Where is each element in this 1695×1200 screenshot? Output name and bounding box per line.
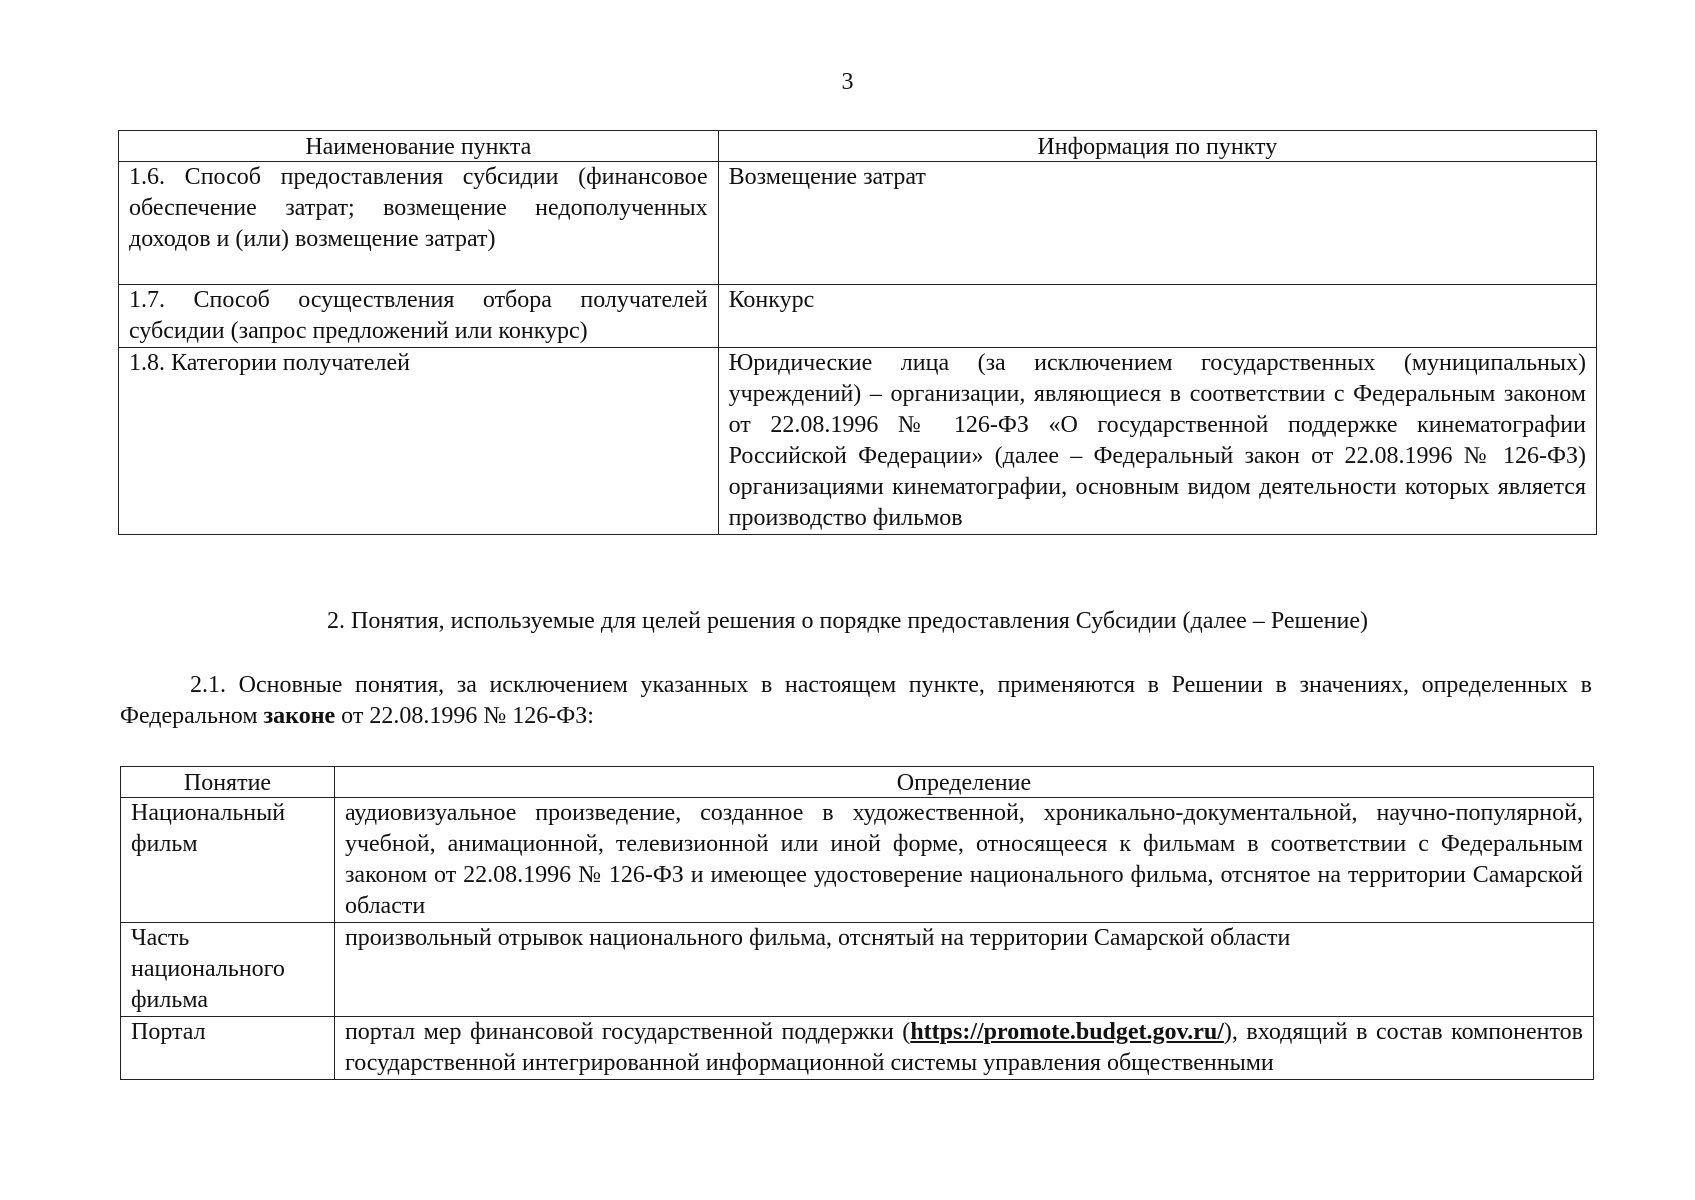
- column-header-item-name: Наименование пункта: [119, 131, 719, 162]
- table-row: [119, 285, 1597, 348]
- definition-text: портал мер финансовой государственной поддержки (: [344, 1019, 911, 1045]
- item-name-cell: 1.7. Способ осуществления отбора получателей субсидии (запрос предложений или конкурс): [119, 285, 719, 348]
- paragraph-text: 2.1. Основные понятия, за исключением указанных в настоящем пункте, применяются в Решении в значениях, определенных в Федеральном: [120, 672, 1592, 729]
- table-row: [121, 798, 1594, 923]
- item-name-cell: 1.6. Способ предоставления субсидии (финансовое обеспечение затрат; возмещение недополученных доходов и (или) возмещение затрат): [119, 162, 719, 285]
- table-header-row: [121, 767, 1594, 798]
- table-row: [119, 162, 1597, 285]
- subsidy-info-table: [118, 130, 1597, 535]
- definition-cell: [334, 1017, 1593, 1080]
- section-title: 2. Понятия, используемые для целей решения о порядке предоставления Субсидии (далее – Решение): [327, 608, 1368, 634]
- column-header-item-info: Информация по пункту: [718, 131, 1596, 162]
- definition-cell: аудиовизуальное произведение, созданное в художественной, хроникально-документальной, научно-популярной, учебной, анимационной, телевизионной или иной форме, относящееся к фильмам в соответствии с Федеральным законом от 22.08.1996 № 126-ФЗ и имеющее удостоверение национального фильма, отснятое на территории Самарской области: [334, 798, 1593, 923]
- term-cell: Часть национального фильма: [121, 923, 335, 1017]
- column-header-term: Понятие: [121, 767, 335, 798]
- definitions-table: [120, 766, 1594, 1080]
- term-cell: Национальный фильм: [121, 798, 335, 923]
- portal-link[interactable]: https://promote.budget.gov.ru/: [910, 1019, 1224, 1045]
- table-header-row: [119, 131, 1597, 162]
- item-info-cell: Возмещение затрат: [718, 162, 1596, 285]
- page-number: 3: [841, 69, 854, 95]
- paragraph-bold-text: законе: [263, 703, 336, 729]
- item-info-cell: Юридические лица (за исключением государственных (муниципальных) учреждений) – организации, являющиеся в соответствии с Федеральным законом от 22.08.1996 № 126-ФЗ «О государственной поддержке кинематографии Российской Федерации» (далее – Федеральный закон от 22.08.1996 № 126-ФЗ) организациями кинематографии, основным видом деятельности которых является производство фильмов: [718, 348, 1596, 535]
- term-cell: Портал: [121, 1017, 335, 1080]
- item-name-cell: 1.8. Категории получателей: [119, 348, 719, 535]
- table-row: [119, 348, 1597, 535]
- item-info-cell: Конкурс: [718, 285, 1596, 348]
- definition-text-end: ), входящий в состав компонентов государственной интегрированной информационной системы управления общественными: [344, 1019, 1583, 1076]
- section-paragraph: [120, 670, 1592, 732]
- table-row: [121, 1017, 1594, 1080]
- column-header-definition: Определение: [334, 767, 1593, 798]
- paragraph-text-end: от 22.08.1996 № 126-ФЗ:: [335, 703, 594, 729]
- definition-cell: произвольный отрывок национального фильма, отснятый на территории Самарской области: [334, 923, 1593, 1017]
- table-row: [121, 923, 1594, 1017]
